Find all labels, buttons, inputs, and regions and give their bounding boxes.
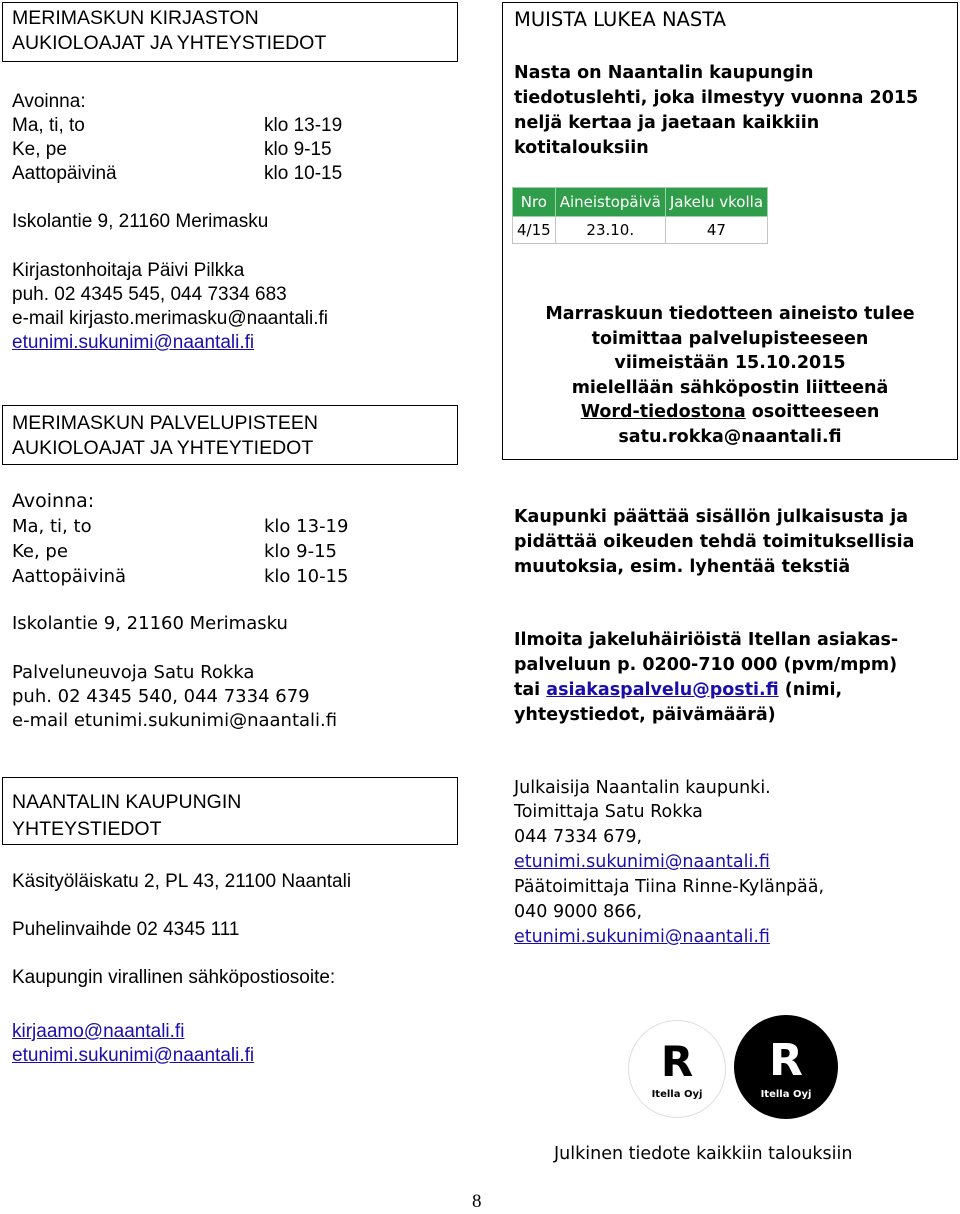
logo-letter: R (660, 1037, 694, 1086)
publisher-line: Julkaisija Naantalin kaupunki. (514, 778, 771, 798)
service-title-line2: AUKIOLOAJAT JA YHTEYTIEDOT (12, 437, 314, 459)
logo-company: Itella Oyj (651, 1089, 703, 1100)
logo-company: Itella Oyj (760, 1089, 812, 1100)
nasta-intro-line: kotitalouksiin (514, 138, 649, 158)
notice-line: mielellään sähköpostin liitteenä (571, 377, 889, 398)
nasta-intro-line: Nasta on Naantalin kaupungin (514, 63, 814, 83)
city-title-line1: NAANTALIN KAUPUNGIN (12, 791, 242, 813)
nasta-notice (502, 302, 958, 449)
hours-time: klo 10-15 (264, 163, 343, 184)
library-contact-person: Kirjastonhoitaja Päivi Pilkka (12, 260, 245, 281)
hours-days: Ma, ti, to (12, 516, 92, 537)
notice-line: toimittaa palvelupisteeseen (591, 328, 869, 349)
page-number: 8 (472, 1191, 482, 1212)
notice-line (502, 400, 958, 425)
table-cell: 4/15 (513, 217, 556, 244)
disruption-line: yhteystiedot, päivämäärä) (514, 705, 776, 725)
publisher-chief-phone: 040 9000 866, (514, 902, 643, 922)
hours-days: Ke, pe (12, 541, 68, 562)
publisher-line: Toimittaja Satu Rokka (514, 802, 703, 822)
nasta-title: MUISTA LUKEA NASTA (514, 8, 727, 31)
nasta-intro-line: neljä kertaa ja jaetaan kaikkiin (514, 113, 820, 133)
rights-line: Kaupunki päättää sisällön julkaisusta ja (514, 507, 909, 527)
hours-time: klo 13-19 (264, 115, 343, 136)
library-title-line2: AUKIOLOAJAT JA YHTEYSTIEDOT (12, 32, 327, 54)
service-phone: puh. 02 4345 540, 044 7334 679 (12, 686, 310, 707)
city-address: Käsityöläiskatu 2, PL 43, 21100 Naantali (12, 871, 352, 892)
itella-logo-white (628, 1020, 726, 1118)
hours-days: Aattopäivinä (12, 566, 127, 587)
library-email: e-mail kirjasto.merimasku@naantali.fi (12, 308, 328, 329)
disruption-line (514, 678, 842, 702)
disruption-text: tai (514, 680, 547, 700)
notice-email: satu.rokka@naantali.fi (618, 426, 842, 447)
hours-days: Aattopäivinä (12, 163, 117, 184)
notice-line: Marraskuun tiedotteen aineisto tulee (545, 304, 915, 324)
library-title-line1: MERIMASKUN KIRJASTON (12, 7, 259, 29)
itella-logo-black (734, 1015, 838, 1119)
library-hours-row (12, 138, 332, 162)
hours-time: klo 13-19 (264, 516, 349, 537)
library-phone: puh. 02 4345 545, 044 7334 683 (12, 284, 287, 305)
hours-days: Ma, ti, to (12, 115, 85, 136)
public-notice: Julkinen tiedote kaikkiin talouksiin (554, 1144, 853, 1164)
word-file-link[interactable]: Word-tiedostona (580, 402, 746, 422)
table-row (513, 217, 768, 244)
logo-letter: R (769, 1035, 803, 1086)
publisher-email2-link[interactable]: etunimi.sukunimi@naantali.fi (514, 927, 770, 947)
library-hours-row (12, 162, 343, 186)
notice-line: viimeistään 15.10.2015 (614, 353, 846, 373)
hours-time: klo 9-15 (264, 139, 332, 160)
nasta-schedule-table (512, 187, 768, 244)
hours-time: klo 9-15 (264, 541, 338, 562)
disruption-text: (nimi, (778, 680, 843, 700)
city-email2-link[interactable]: etunimi.sukunimi@naantali.fi (12, 1045, 255, 1066)
table-cell: 47 (665, 217, 767, 244)
publisher-email1-link[interactable]: etunimi.sukunimi@naantali.fi (514, 852, 770, 872)
table-cell: 23.10. (555, 217, 665, 244)
disruption-line: Ilmoita jakeluhäiriöistä Itellan asiakas- (514, 630, 899, 650)
service-address: Iskolantie 9, 21160 Merimasku (12, 613, 288, 634)
service-email: e-mail etunimi.sukunimi@naantali.fi (12, 710, 338, 731)
service-hours-row (12, 540, 338, 564)
library-hours-row (12, 114, 343, 138)
service-title-line1: MERIMASKUN PALVELUPISTEEN (12, 412, 318, 434)
service-open-label: Avoinna: (12, 490, 95, 512)
service-hours-row (12, 565, 349, 589)
hours-days: Ke, pe (12, 139, 67, 160)
hours-time: klo 10-15 (264, 566, 349, 587)
library-address: Iskolantie 9, 21160 Merimasku (12, 211, 269, 232)
disruption-line: palveluun p. 0200-710 000 (pvm/mpm) (514, 655, 898, 675)
notice-text: osoitteeseen (745, 402, 880, 422)
city-title-line2: YHTEYSTIEDOT (12, 818, 162, 840)
library-open-label: Avoinna: (12, 91, 86, 112)
service-contact-person: Palveluneuvoja Satu Rokka (12, 662, 255, 683)
city-email1-link[interactable]: kirjaamo@naantali.fi (12, 1021, 185, 1042)
table-header-cell: Jakelu vkolla (665, 188, 767, 217)
publisher-chief: Päätoimittaja Tiina Rinne-Kylänpää, (514, 877, 825, 897)
publisher-line: 044 7334 679, (514, 827, 643, 847)
rights-line: pidättää oikeuden tehdä toimituksellisia (514, 532, 915, 552)
city-switchboard: Puhelinvaihde 02 4345 111 (12, 919, 240, 940)
service-hours-row (12, 515, 349, 539)
table-header-cell: Nro (513, 188, 556, 217)
library-email2-link[interactable]: etunimi.sukunimi@naantali.fi (12, 332, 255, 353)
table-header-cell: Aineistopäivä (555, 188, 665, 217)
customer-service-email-link[interactable]: asiakaspalvelu@posti.fi (546, 680, 779, 700)
rights-line: muutoksia, esim. lyhentää tekstiä (514, 557, 851, 577)
nasta-intro-line: tiedotuslehti, joka ilmestyy vuonna 2015 (514, 88, 919, 108)
city-official-email-label: Kaupungin virallinen sähköpostiosoite: (12, 967, 336, 988)
table-header-row (513, 188, 768, 217)
